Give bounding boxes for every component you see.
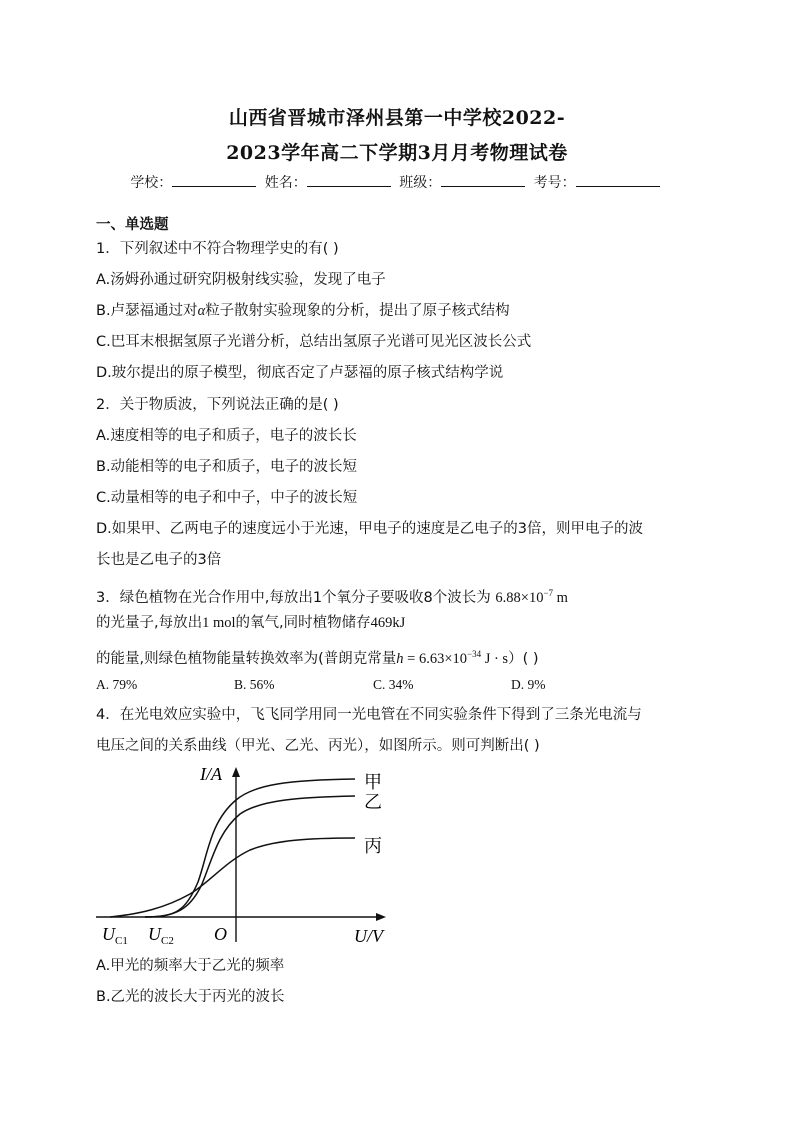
q3-option-c: C. 34% <box>373 677 414 692</box>
planck-symbol: h <box>396 651 404 667</box>
q1-option-d: D.玻尔提出的原子模型，彻底否定了卢瑟福的原子核式结构学说 <box>96 365 504 381</box>
uc1-sub: C1 <box>115 935 128 947</box>
q3-line3-pre: 的能量,则绿色植物能量转换效率为(普朗克常量 <box>96 651 397 667</box>
q3-line3 <box>96 645 539 668</box>
energy-value: 469kJ <box>370 615 406 631</box>
planck-unit: J · s <box>481 651 509 667</box>
q2-stem: 2．关于物质波，下列说法正确的是( ) <box>96 397 339 413</box>
name-label: 姓名： <box>264 175 307 191</box>
class-blank <box>441 174 525 187</box>
uc2-label <box>148 924 174 947</box>
photoelectric-graph <box>90 762 400 952</box>
exam-number-blank <box>576 174 660 187</box>
school-blank <box>172 174 256 187</box>
mol-value: 1 mol <box>202 615 236 631</box>
q3-option-a: A. 79% <box>96 677 138 692</box>
q1-option-b-post: 粒子散射实验现象的分析，提出了原子核式结构 <box>205 303 510 319</box>
exam-title-line1: 山西省晋城市泽州县第一中学校2022- <box>228 107 566 129</box>
y-axis-label: I/A <box>200 764 222 784</box>
curve-label-yi: 乙 <box>364 792 382 812</box>
uc2-sub: C2 <box>161 935 174 947</box>
q1-option-c: C.巴耳末根据氢原子光谱分析，总结出氢原子光谱可见光区波长公式 <box>96 334 532 350</box>
curve-bing <box>110 838 355 917</box>
school-label: 学校： <box>130 175 173 191</box>
y-axis-arrow <box>232 767 240 777</box>
uc1-label <box>102 924 128 947</box>
wavelength-number: 6.88×10 <box>495 590 544 606</box>
q3-line2 <box>96 614 405 632</box>
q4-option-b: B.乙光的波长大于丙光的波长 <box>96 989 285 1005</box>
q3-line1 <box>96 584 568 607</box>
planck-exponent: −34 <box>467 649 482 659</box>
section-title: 一、单选题 <box>96 217 169 233</box>
curve-label-jia: 甲 <box>364 772 382 792</box>
wavelength-unit: m <box>556 590 568 606</box>
q3-line2-mid: 的氧气,同时植物储存 <box>235 615 371 631</box>
q1-option-b-pre: B.卢瑟福通过对 <box>96 303 198 319</box>
exam-title-line2: 2023学年高二下学期3月月考物理试卷 <box>226 142 568 164</box>
q4-option-a: A.甲光的频率大于乙光的频率 <box>96 958 285 974</box>
curve-label-bing: 丙 <box>364 836 382 856</box>
origin-label: O <box>214 924 227 944</box>
uc2-main: U <box>148 924 161 944</box>
student-info-line <box>0 172 794 192</box>
name-blank <box>307 174 391 187</box>
class-label: 班级： <box>399 175 442 191</box>
q1-option-b <box>96 302 510 320</box>
q4-stem-line1: 4．在光电效应实验中，飞飞同学用同一光电管在不同实验条件下得到了三条光电流与 <box>96 707 642 723</box>
q3-option-d: D. 9% <box>511 677 546 692</box>
x-axis-arrow <box>376 913 386 921</box>
planck-number: = 6.63×10 <box>403 651 467 667</box>
uc1-main: U <box>102 924 115 944</box>
q3-option-b: B. 56% <box>234 677 275 692</box>
curve-jia <box>145 779 355 917</box>
q2-option-c: C.动量相等的电子和中子，中子的波长短 <box>96 490 358 506</box>
alpha-symbol: α <box>197 303 206 319</box>
wavelength-value <box>495 590 568 606</box>
q4-stem-line2: 电压之间的关系曲线（甲光、乙光、丙光），如图所示。则可判断出( ) <box>96 738 540 754</box>
q1-stem: 1．下列叙述中不符合物理学史的有( ) <box>96 241 339 257</box>
q2-option-a: A.速度相等的电子和质子，电子的波长长 <box>96 428 357 444</box>
q2-option-d-line1: D.如果甲、乙两电子的速度远小于光速，甲电子的速度是乙电子的3倍，则甲电子的波 <box>96 521 643 537</box>
x-axis-label: U/V <box>354 926 383 946</box>
exam-number-label: 考号： <box>533 175 576 191</box>
q2-option-d-line2: 长也是乙电子的3倍 <box>96 552 222 568</box>
q3-line2-pre: 的光量子,每放出 <box>96 615 203 631</box>
q3-line3-post: ）( ) <box>508 651 539 667</box>
wavelength-exponent: −7 <box>543 588 554 598</box>
q1-option-a: A.汤姆孙通过研究阴极射线实验，发现了电子 <box>96 272 386 288</box>
q2-option-b: B.动能相等的电子和质子，电子的波长短 <box>96 459 358 475</box>
curve-yi <box>145 796 355 917</box>
q3-line1-text: 3．绿色植物在光合作用中,每放出1个氧分子要吸收8个波长为 <box>96 590 491 606</box>
